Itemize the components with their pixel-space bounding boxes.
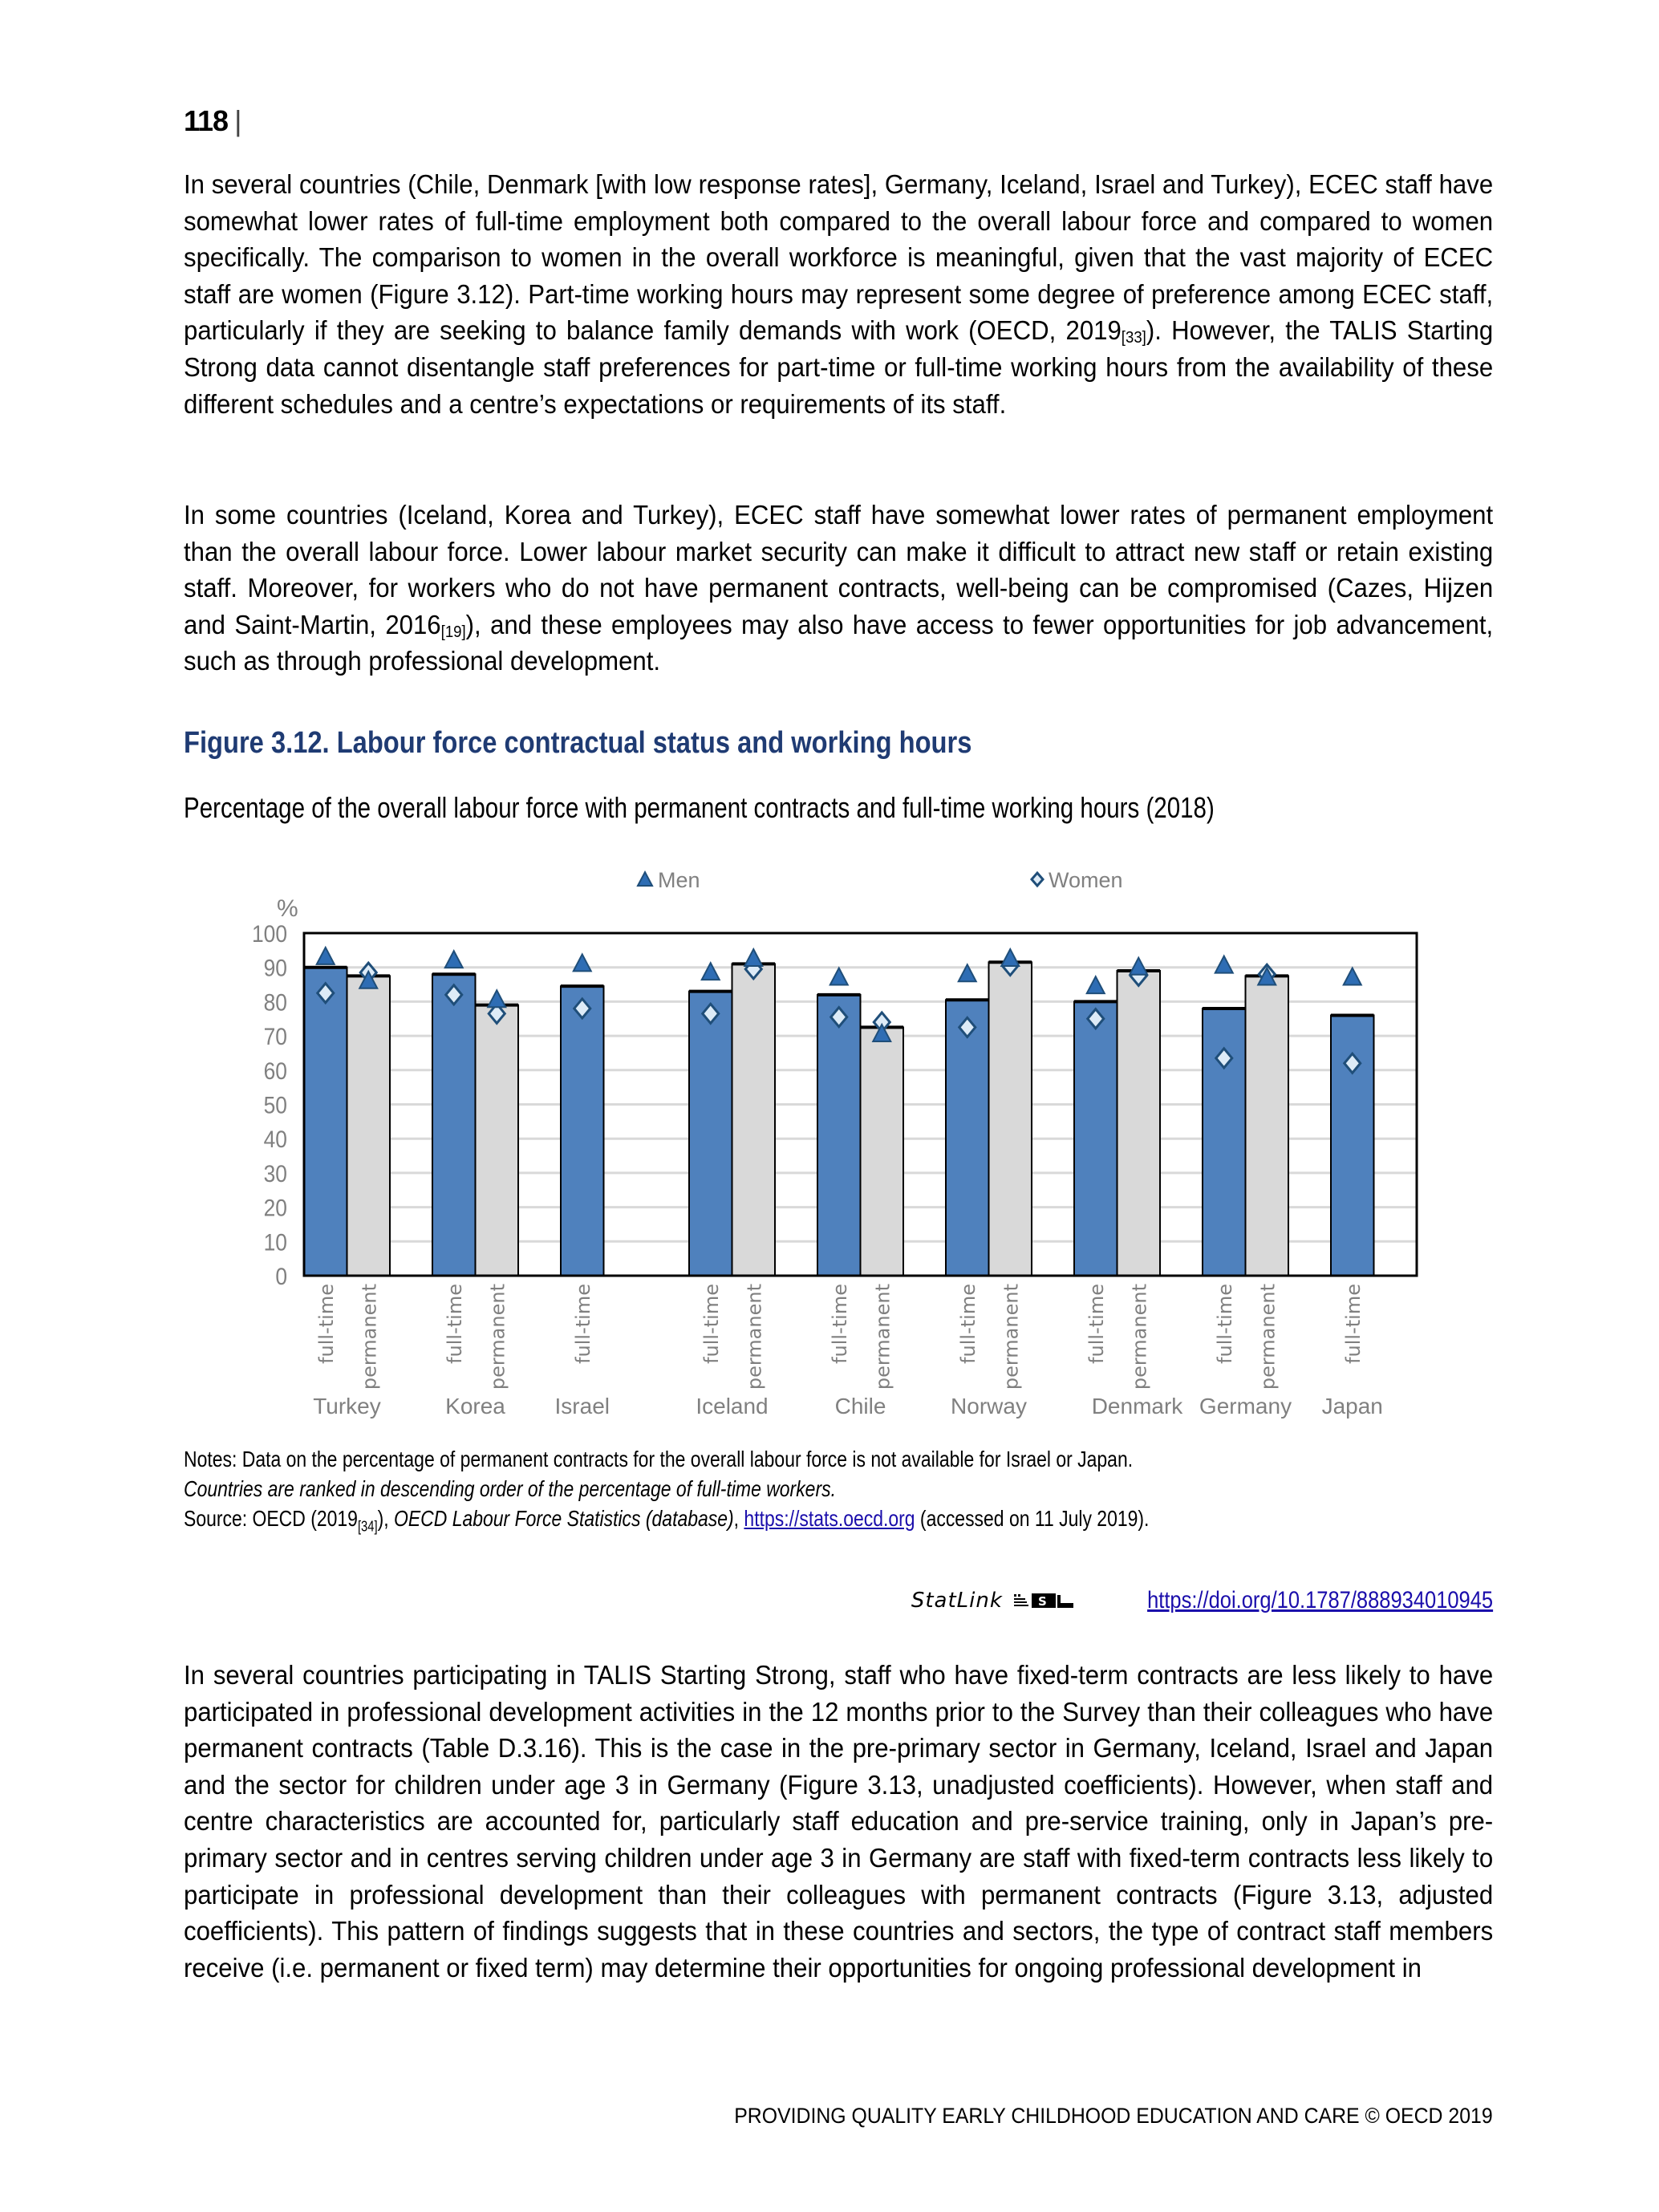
legend-women-icon	[1032, 873, 1043, 886]
citation-ref: [34]	[357, 1518, 378, 1535]
page-separator: |	[234, 104, 241, 137]
y-axis-unit-label: %	[277, 895, 298, 922]
country-label: Chile	[834, 1394, 886, 1419]
bar-permanent	[347, 976, 391, 1276]
statlink-label: StatLink	[911, 1589, 1003, 1613]
y-tick-label: 70	[263, 1022, 287, 1050]
bar-category-label: full-time	[1341, 1284, 1365, 1364]
bar-full-time	[304, 968, 347, 1276]
men-marker-icon	[488, 990, 505, 1007]
bar-category-label: full-time	[828, 1284, 851, 1364]
bar-category-label: permanent	[743, 1284, 766, 1390]
figure-notes	[184, 1444, 1149, 1542]
source-database: OECD Labour Force Statistics (database)	[393, 1506, 734, 1531]
bar-permanent	[732, 964, 776, 1276]
y-tick-label: 80	[263, 988, 287, 1016]
page-number-text: 118	[184, 104, 229, 137]
source-suffix: (accessed on 11 July 2019).	[915, 1506, 1150, 1531]
bar-permanent	[861, 1027, 904, 1276]
source-line	[184, 1504, 1149, 1542]
men-marker-icon	[1087, 976, 1105, 993]
y-tick-label: 90	[263, 954, 287, 982]
bar-category-label: full-time	[956, 1284, 980, 1364]
legend-men-icon	[638, 872, 652, 886]
paragraph-2-tail: ), and these employees may also have access to fewer opportunities for job advancement, such as through professional development.	[184, 610, 1494, 677]
svg-text:S: S	[1037, 1594, 1047, 1609]
men-marker-icon	[830, 968, 848, 985]
y-tick-label: 60	[263, 1057, 287, 1085]
bar-category-label: permanent	[1128, 1284, 1151, 1390]
statlink-url[interactable]: https://doi.org/10.1787/888934010945	[1146, 1587, 1493, 1613]
y-tick-label: 30	[263, 1159, 287, 1187]
statlink-logo-icon	[1014, 1592, 1075, 1609]
chart-legend	[638, 868, 1123, 892]
bar-category-label: permanent	[358, 1284, 381, 1390]
legend-men-label: Men	[658, 868, 700, 892]
citation-ref: [19]	[440, 623, 466, 641]
bar-category-label: full-time	[571, 1284, 594, 1364]
bar-category-label: permanent	[1000, 1284, 1023, 1390]
bar-category-label: full-time	[1085, 1284, 1108, 1364]
paragraph-2-text: In some countries (Iceland, Korea and Turkey), ECEC staff have somewhat lower rates of permanent employment than the overall labour force. Lower labour market security can make it difficult to attract new staff or retain existing staff. Moreover, for workers who do not have permanent contracts, well-being can be compromised (Cazes, Hijzen and Saint-Martin, 2016	[184, 501, 1494, 640]
source-mid: ),	[377, 1506, 394, 1531]
men-marker-icon	[574, 954, 591, 971]
country-label: Turkey	[313, 1394, 381, 1419]
country-label: Norway	[951, 1394, 1027, 1419]
bar-full-time	[561, 986, 604, 1276]
notes-line: Notes: Data on the percentage of permanent contracts for the overall labour force is not available for Israel or Japan.	[184, 1447, 1134, 1471]
paragraph-3: In several countries participating in TALIS Starting Strong, staff who have fixed-term contracts are less likely to have participated in professional development activities in the 12 months prior to the Survey than their colleagues who have permanent contracts (Table D.3.16). This is the case in the pre-primary sector in Germany, Iceland, Israel and Japan and the sector for children under age 3 in Germany (Figure 3.13, unadjusted coefficients). However, when staff and centre characteristics are accounted for, particularly staff education and pre-service training, only in Japan’s pre-primary sector and in centres serving children under age 3 in Germany are staff with fixed-term contracts less likely to participate in professional development than their colleagues with permanent contracts (Figure 3.13, adjusted coefficients). This pattern of findings suggests that in these countries and sectors, the type of contract staff members receive (i.e. permanent or fixed term) may determine their opportunities for ongoing professional development in	[184, 1661, 1494, 1983]
y-tick-label: 10	[263, 1228, 287, 1256]
country-label: Denmark	[1091, 1394, 1183, 1419]
y-tick-label: 40	[263, 1125, 287, 1153]
bar-permanent	[1246, 976, 1289, 1276]
bar-category-label: permanent	[1256, 1284, 1280, 1390]
bar-category-label: full-time	[700, 1284, 723, 1364]
source-link[interactable]: https://stats.oecd.org	[744, 1506, 915, 1531]
men-marker-icon	[1001, 949, 1019, 966]
paragraph-1-tail: ). However, the TALIS Starting Strong data cannot disentangle staff preferences for part-time or full-time working hours from the availability of these different schedules and a centre’s expectations or requirements of its staff.	[184, 316, 1494, 420]
men-marker-icon	[317, 948, 335, 964]
x-axis-labels	[313, 1284, 1383, 1419]
page-number	[184, 104, 241, 138]
men-marker-icon	[445, 951, 463, 968]
country-label: Germany	[1199, 1394, 1292, 1419]
men-marker-icon	[1344, 968, 1361, 985]
country-label: Korea	[445, 1394, 505, 1419]
y-tick-label: 50	[263, 1090, 287, 1118]
bar-full-time	[689, 992, 732, 1276]
bar-full-time	[1074, 1001, 1117, 1276]
men-marker-icon	[1215, 956, 1233, 973]
men-marker-icon	[744, 949, 762, 966]
bar-full-time	[946, 1000, 989, 1276]
bar-full-time	[432, 974, 476, 1276]
bar-permanent	[476, 1005, 519, 1276]
paragraph-2	[184, 497, 1493, 680]
notes-ranking: Countries are ranked in descending order of the percentage of full-time workers.	[184, 1476, 836, 1501]
bar-full-time	[817, 995, 861, 1276]
bar-category-label: full-time	[443, 1284, 466, 1364]
figure-subtitle: Percentage of the overall labour force with permanent contracts and full-time working hours (2018)	[184, 791, 1215, 824]
bar-category-label: permanent	[486, 1284, 509, 1390]
paragraph-1	[184, 167, 1493, 423]
bar-category-label: permanent	[871, 1284, 894, 1390]
y-tick-label: 100	[251, 919, 287, 948]
country-label: Israel	[554, 1394, 610, 1419]
source-sep: ,	[733, 1506, 744, 1531]
men-marker-icon	[702, 963, 720, 980]
figure-title: Figure 3.12. Labour force contractual status and working hours	[184, 726, 972, 760]
statlink	[911, 1587, 1493, 1614]
bar-category-label: full-time	[1213, 1284, 1236, 1364]
bar-category-label: full-time	[314, 1284, 338, 1364]
source-prefix: Source: OECD (2019	[184, 1506, 358, 1531]
page-footer: PROVIDING QUALITY EARLY CHILDHOOD EDUCATION AND CARE © OECD 2019	[734, 2104, 1493, 2128]
legend-women-label: Women	[1049, 868, 1123, 892]
bar-permanent	[1117, 971, 1161, 1276]
y-axis-ticks	[252, 919, 287, 1289]
country-label: Japan	[1321, 1394, 1383, 1419]
citation-ref: [33]	[1121, 329, 1146, 347]
country-label: Iceland	[696, 1394, 769, 1419]
paragraph-1-text: In several countries (Chile, Denmark [with low response rates], Germany, Iceland, Israel and Turkey), ECEC staff have somewhat lower rates of full-time employment both compared to the overall labour force and compared to women specifically. The comparison to women in the overall workforce is meaningful, given that the vast majority of ECEC staff are women (Figure 3.12). Part-time working hours may represent some degree of preference among ECEC staff, particularly if they are seeking to balance family demands with work (OECD, 2019	[184, 170, 1494, 347]
y-tick-label: 0	[275, 1262, 287, 1290]
bar-permanent	[989, 962, 1032, 1276]
y-tick-label: 20	[263, 1193, 287, 1221]
